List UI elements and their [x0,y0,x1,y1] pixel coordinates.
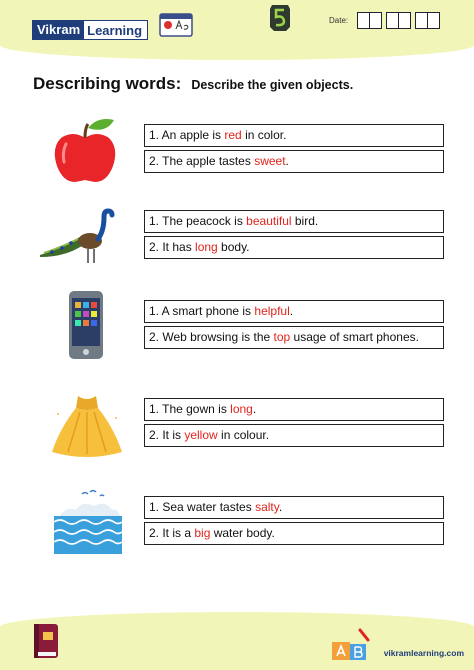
line-text: 2. It is [149,428,185,442]
answer-line [144,124,444,147]
answer-line [144,424,444,447]
describing-word: red [224,128,242,142]
smartphone-icon [68,290,104,360]
line-text: water body. [210,526,275,540]
date-box[interactable] [370,12,382,29]
notebook-icon [158,10,194,38]
line-text: 1. Sea water tastes [149,500,256,514]
brand-logo [32,20,148,40]
describing-word: salty [255,500,279,514]
title-main: Describing words: [33,74,182,93]
date-box[interactable] [386,12,399,29]
line-text: . [285,154,289,168]
line-text: in color. [241,128,287,142]
line-text: bird. [291,214,319,228]
date-box[interactable] [357,12,370,29]
peacock-icon [38,205,116,267]
describing-word: long [195,240,218,254]
line-text: 1. A smart phone is [149,304,255,318]
line-text: in colour. [217,428,270,442]
brand-part1: Vikram [32,20,84,40]
describing-word: big [194,526,211,540]
title-instructions: Describe the given objects. [191,78,354,92]
line-text: . [278,500,283,514]
footer-band [0,612,474,670]
describing-word: yellow [184,428,218,442]
number-five-icon [268,3,292,33]
describing-word: long [230,402,253,416]
brand-part2: Learning [84,20,148,40]
sea-water-icon [52,486,124,556]
gown-icon [50,394,124,460]
abc-blocks-icon [326,628,372,662]
date-label: Date: [329,16,349,25]
describing-word: helpful [254,304,290,318]
line-text: 2. The apple tastes [149,154,255,168]
line-text: usage of smart phones. [290,330,419,344]
line-text: 1. An apple is [149,128,225,142]
answer-line [144,150,444,173]
describing-word: beautiful [246,214,292,228]
book-icon [32,622,60,660]
footer-url[interactable]: vikramlearning.com [383,648,464,658]
line-text: 2. Web browsing is the [149,330,274,344]
date-field[interactable] [357,12,440,29]
answer-line [144,326,444,349]
apple-icon [52,114,118,184]
worksheet-title [33,74,353,94]
answer-line [144,210,444,233]
line-text: 1. The peacock is [149,214,247,228]
line-text: body. [217,240,250,254]
line-text: 2. It has [149,240,196,254]
date-box[interactable] [428,12,440,29]
line-text: . [252,402,257,416]
date-box[interactable] [415,12,428,29]
describing-word: top [273,330,291,344]
date-box[interactable] [399,12,411,29]
answer-line [144,236,444,259]
answer-line [144,398,444,421]
answer-line [144,496,444,519]
line-text: . [289,304,294,318]
answer-line [144,522,444,545]
line-text: 2. It is a [149,526,195,540]
line-text: 1. The gown is [149,402,231,416]
answer-line [144,300,444,323]
describing-word: sweet [254,154,286,168]
